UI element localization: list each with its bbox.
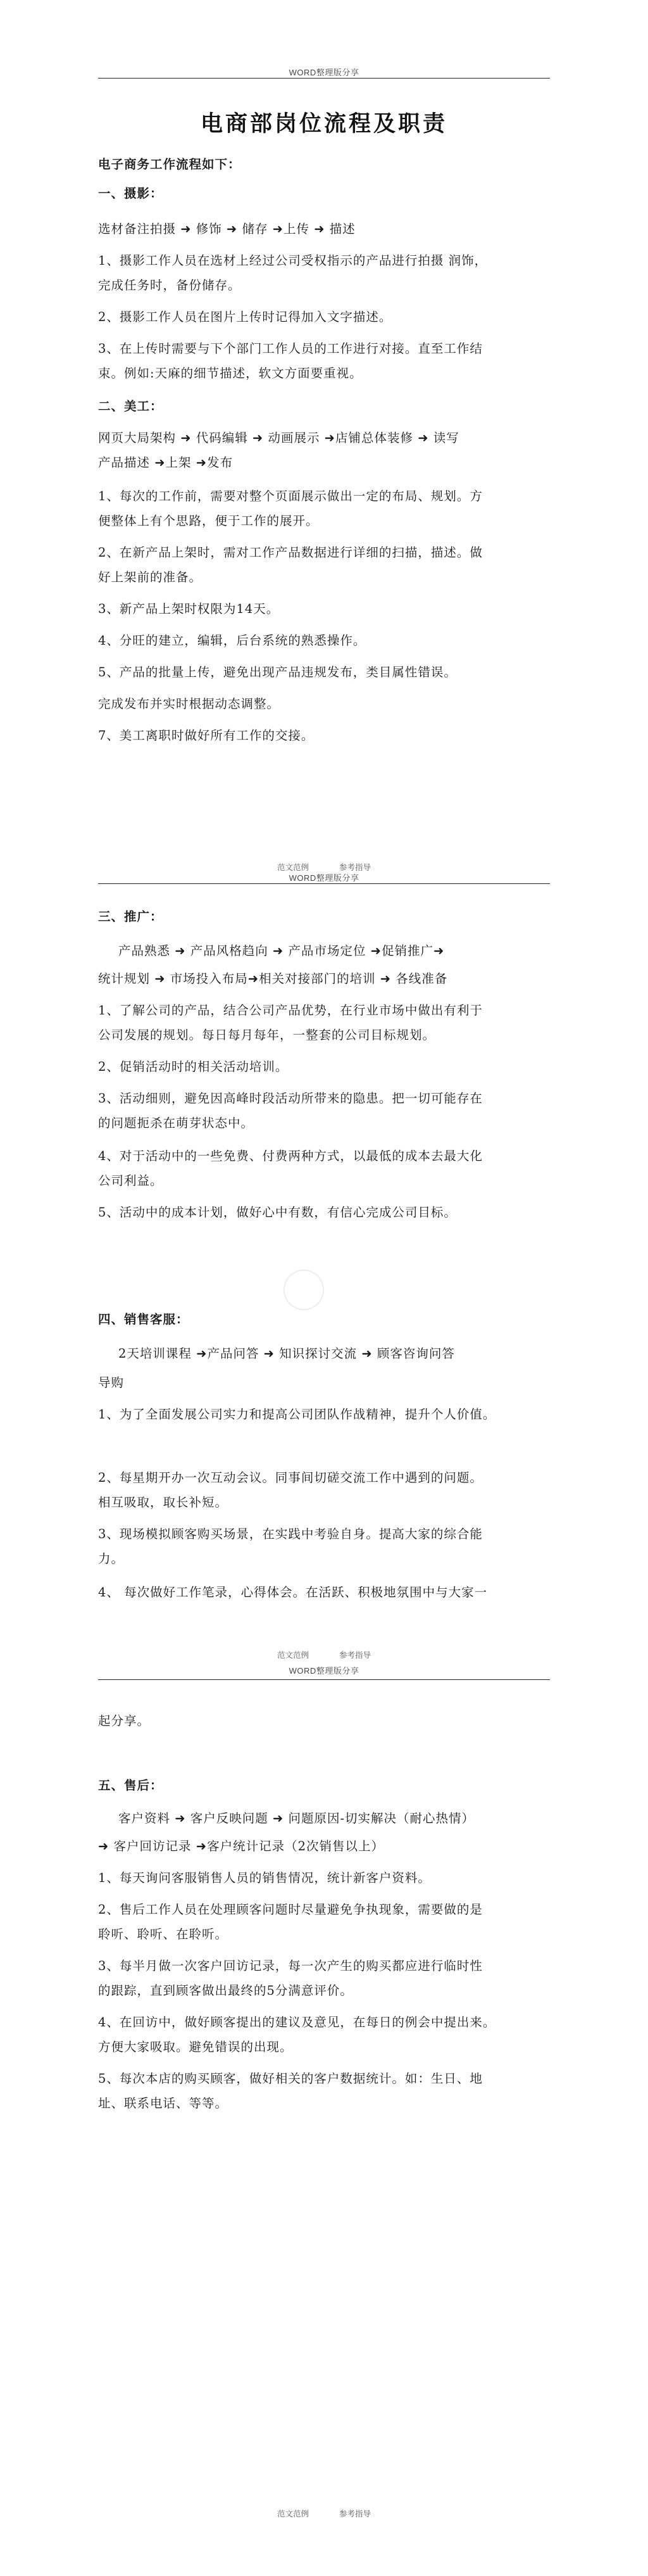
list-item: 3、现场模拟顾客购买场景，在实践中考验自身。提高大家的综合能	[98, 1527, 483, 1541]
list-item: 4、在回访中，做好顾客提出的建议及意见，在每日的例会中提出来。	[98, 2015, 496, 2030]
list-item: 1、摄影工作人员在选材上经过公司受权指示的产品进行拍摄 润饰，	[98, 253, 488, 268]
header-rule	[98, 78, 550, 79]
section-heading-photo: 一、摄影：	[98, 186, 163, 201]
flow-service-line2: 导购	[98, 1375, 125, 1390]
header-rule	[98, 883, 550, 884]
flow-promo-line2: 统计规划 ➜ 市场投入布局➜相关对接部门的培训 ➜ 各线准备	[98, 971, 448, 986]
list-item: 1、每次的工作前，需要对整个页面展示做出一定的布局、规划。方	[98, 489, 483, 503]
list-item: 2、促销活动时的相关活动培训。	[98, 1059, 289, 1074]
footer-right-text: 参考指导	[339, 862, 371, 872]
header-rule	[98, 1679, 550, 1680]
list-item: 5、每次本店的购买顾客，做好相关的客户数据统计。如：生日、地	[98, 2071, 483, 2086]
list-item: 5、活动中的成本计划，做好心中有数，有信心完成公司目标。	[98, 1205, 457, 1220]
list-item: 方便大家吸取。避免错误的出现。	[98, 2040, 293, 2054]
list-item: 3、在上传时需要与下个部门工作人员的工作进行对接。直至工作结	[98, 341, 483, 356]
list-item: 好上架前的准备。	[98, 570, 202, 584]
list-item: 的问题扼杀在萌芽状态中。	[98, 1116, 254, 1130]
page-header-text: WORD整理版分享	[289, 873, 359, 883]
footer-left-text: 范文范例	[277, 862, 309, 872]
intro-heading: 电子商务工作流程如下：	[98, 157, 241, 172]
page-header-text: WORD整理版分享	[289, 68, 359, 77]
list-item: 2、摄影工作人员在图片上传时记得加入文字描述。	[98, 310, 392, 324]
footer-right-text: 参考指导	[339, 2509, 371, 2518]
list-item: 束。例如:天麻的细节描述，软文方面要重视。	[98, 366, 363, 381]
flow-after-line2: ➜ 客户回访记录 ➜客户统计记录（2次销售以上）	[98, 1839, 384, 1853]
list-item: 1、了解公司的产品，结合公司产品优势，在行业市场中做出有利于	[98, 1003, 483, 1018]
page-header-text: WORD整理版分享	[289, 1666, 359, 1676]
list-item: 2、每星期开办一次互动会议。同事间切磋交流工作中遇到的问题。	[98, 1470, 483, 1485]
footer-right-text: 参考指导	[339, 1650, 371, 1660]
section-heading-design: 二、美工：	[98, 399, 163, 414]
list-item: 4、 每次做好工作笔录，心得体会。在活跃、积极地氛围中与大家一	[98, 1585, 488, 1600]
footer-left-text: 范文范例	[277, 1650, 309, 1660]
list-item: 4、分旺的建立，编辑，后台系统的熟悉操作。	[98, 633, 366, 648]
flow-design-line2: 产品描述 ➜上架 ➜发布	[98, 455, 234, 470]
list-item: 力。	[98, 1551, 125, 1566]
list-item: 3、活动细则，避免因高峰时段活动所带来的隐患。把一切可能存在	[98, 1091, 483, 1106]
list-item: 公司利益。	[98, 1173, 163, 1188]
list-item: 5、产品的批量上传，避免出现产品违规发布，类目属性错误。	[98, 665, 457, 679]
list-item: 2、售后工作人员在处理顾客问题时尽量避免争执现象，需要做的是	[98, 1902, 483, 1917]
flow-design-line1: 网页大局架构 ➜ 代码编辑 ➜ 动画展示 ➜店铺总体装修 ➜ 读写	[98, 431, 459, 445]
list-item: 址、联系电话、等等。	[98, 2096, 228, 2111]
list-item: 起分享。	[98, 1714, 151, 1728]
list-item: 4、对于活动中的一些免费、付费两种方式，以最低的成本去最大化	[98, 1149, 483, 1163]
list-item: 的跟踪，直到顾客做出最终的5分满意评价。	[98, 1983, 353, 1998]
list-item: 聆听、聆听、在聆听。	[98, 1927, 228, 1941]
page-footer	[0, 2508, 648, 2519]
document-title: 电商部岗位流程及职责	[200, 111, 447, 137]
list-item: 完成任务时，备份储存。	[98, 278, 241, 293]
page-footer	[0, 1649, 648, 1660]
list-item: 3、每半月做一次客户回访记录，每一次产生的购买都应进行临时性	[98, 1959, 483, 1973]
list-item: 7、美工离职时做好所有工作的交接。	[98, 728, 315, 743]
list-item: 相互吸取，取长补短。	[98, 1495, 228, 1510]
list-item: 公司发展的规划。每日每月每年，一整套的公司目标规划。	[98, 1028, 436, 1042]
flow-promo-line1: 产品熟悉 ➜ 产品风格趋向 ➜ 产品市场定位 ➜促销推广➜	[118, 944, 445, 958]
flow-service-line1: 2天培训课程 ➜产品问答 ➜ 知识探讨交流 ➜ 顾客咨询问答	[118, 1346, 455, 1361]
list-item: 完成发布并实时根据动态调整。	[98, 697, 280, 711]
list-item: 1、每天询问客服销售人员的销售情况，统计新客户资料。	[98, 1871, 431, 1885]
section-heading-promo: 三、推广：	[98, 909, 163, 924]
list-item: 便整体上有个思路，便于工作的展开。	[98, 514, 319, 528]
list-item: 1、为了全面发展公司实力和提高公司团队作战精神，提升个人价值。	[98, 1407, 496, 1422]
list-item: 2、在新产品上架时，需对工作产品数据进行详细的扫描，描述。做	[98, 545, 483, 560]
flow-photo: 选材备注拍摄 ➜ 修饰 ➜ 储存 ➜上传 ➜ 描述	[98, 222, 356, 236]
section-heading-after: 五、售后：	[98, 1778, 163, 1793]
flow-after-line1: 客户资料 ➜ 客户反映问题 ➜ 问题原因-切实解决（耐心热情）	[118, 1811, 475, 1826]
list-item: 3、新产品上架时权限为14天。	[98, 602, 280, 616]
section-heading-service: 四、销售客服：	[98, 1312, 189, 1327]
footer-left-text: 范文范例	[277, 2509, 309, 2518]
